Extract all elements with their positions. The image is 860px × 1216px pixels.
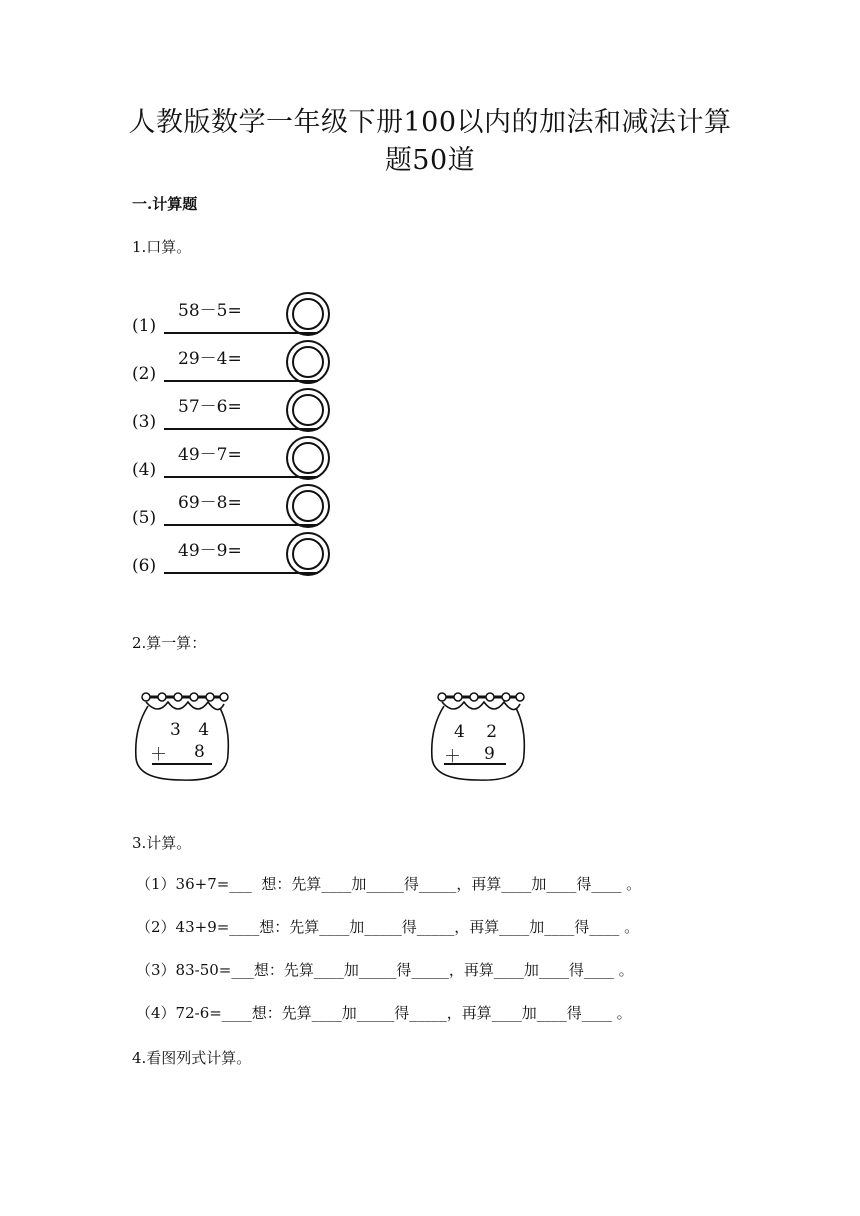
- answer-circle[interactable]: [286, 340, 330, 384]
- oral-row-number: (4): [132, 460, 157, 480]
- answer-circle[interactable]: [286, 388, 330, 432]
- oral-row-expression: 49－9=: [178, 541, 242, 561]
- oral-calculation-figure: [130, 292, 350, 588]
- oral-row-expression: 57－6=: [178, 397, 242, 417]
- calc-row: （2）43+9=____想：先算____加_____得_____，再算____加____得____ 。: [136, 918, 640, 936]
- question-4-label: 4.看图列式计算。: [132, 1049, 252, 1067]
- calc-row: （4）72-6=____想：先算____加_____得_____，再算____加____得____ 。: [136, 1004, 632, 1022]
- oral-row-expression: 69－8=: [178, 493, 242, 513]
- question-3-label: 3.计算。: [132, 834, 192, 852]
- pouch-top-number: 4 2: [454, 722, 506, 742]
- calc-row: （3）83-50=___想：先算____加_____得_____，再算____加____得____ 。: [136, 961, 634, 979]
- title-line-2: 题50道: [384, 145, 476, 176]
- pouch-problem: [428, 688, 528, 788]
- oral-row: [130, 292, 350, 340]
- oral-row: [130, 484, 350, 532]
- answer-circle[interactable]: [286, 532, 330, 576]
- oral-row-expression: 49－7=: [178, 445, 242, 465]
- answer-circle[interactable]: [286, 484, 330, 528]
- oral-row-expression: 58－5=: [178, 301, 242, 321]
- pouch-top-number: 3 4: [170, 720, 216, 740]
- oral-row-number: (1): [132, 316, 157, 336]
- page-title: [0, 104, 860, 180]
- calc-row: （1）36+7=___ 想：先算____加_____得_____，再算____加____得____ 。: [136, 875, 642, 893]
- plus-sign: ＋: [444, 747, 461, 767]
- section-heading: 一.计算题: [132, 195, 198, 213]
- oral-row: [130, 388, 350, 436]
- oral-row-number: (2): [132, 364, 157, 384]
- question-2-label: 2.算一算：: [132, 634, 207, 652]
- oral-row-number: (3): [132, 412, 157, 432]
- oral-row: [130, 532, 350, 580]
- pouch-bottom-number: 8: [194, 742, 205, 762]
- pouch-bottom-number: 9: [484, 744, 495, 764]
- title-line-1: 人教版数学一年级下册100以内的加法和减法计算: [128, 107, 732, 138]
- oral-row-number: (6): [132, 556, 157, 576]
- oral-row-expression: 29－4=: [178, 349, 242, 369]
- oral-row-number: (5): [132, 508, 157, 528]
- pouch-problem: [132, 688, 232, 788]
- oral-row: [130, 340, 350, 388]
- answer-circle[interactable]: [286, 292, 330, 336]
- plus-sign: ＋: [150, 745, 167, 765]
- question-1-label: 1.口算。: [132, 238, 192, 256]
- answer-circle[interactable]: [286, 436, 330, 480]
- oral-row: [130, 436, 350, 484]
